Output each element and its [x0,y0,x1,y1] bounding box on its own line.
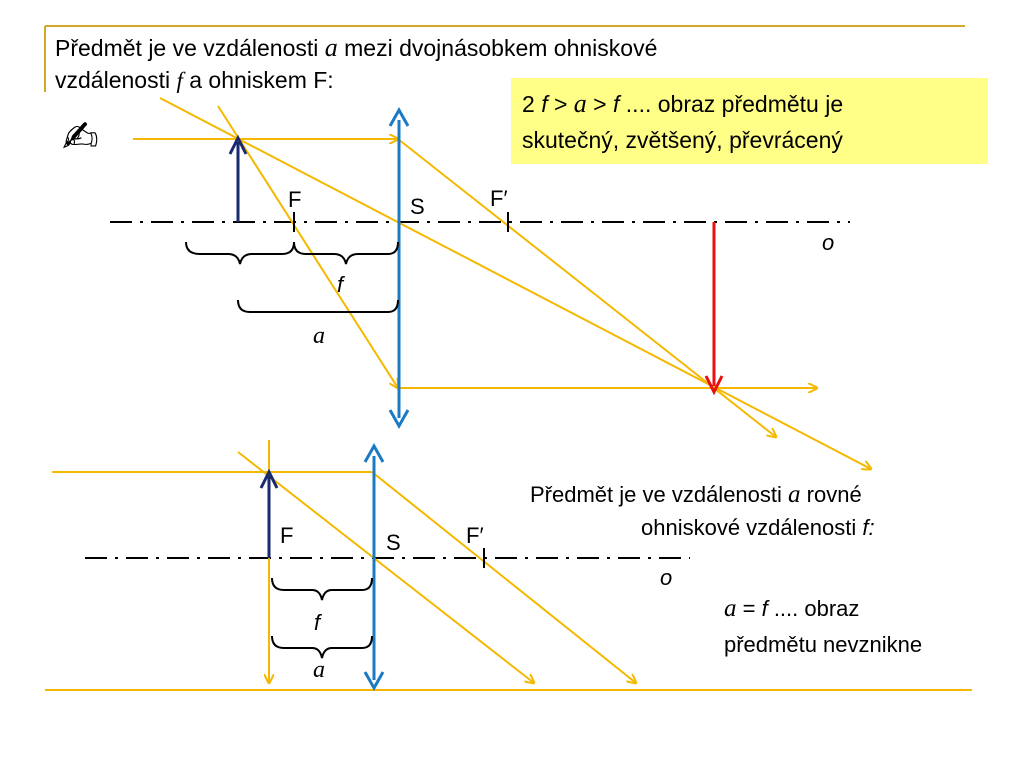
heading-line-1: Předmět je ve vzdálenosti a mezi dvojnásobkem ohniskové [55,33,658,62]
rays-2 [52,440,636,683]
label-f-2: f [314,610,321,635]
label-F-2: F [280,523,294,548]
label-o-2: o [660,565,673,590]
diagram-2 [52,440,690,688]
label-a-2: a [313,657,325,683]
brace-a-1 [238,300,398,312]
label-f-1: f [337,272,344,297]
case2-line-1: Předmět je ve vzdálenosti a rovné [530,481,862,508]
brace-a-2 [272,636,372,658]
label-a-1: a [313,323,325,349]
label-Fp-2: F′ [466,523,484,548]
writing-hand-icon: ✍ [62,112,99,163]
case2-result-line-2: předmětu nevznikne [724,632,923,657]
case2-result-line-1: a = f .... obraz [724,595,860,622]
brace-2f [186,242,294,264]
case2-line-2: ohniskové vzdálenosti f: [641,515,875,540]
label-S-1: S [410,194,425,219]
label-S-2: S [386,530,401,555]
conclusion-box-line-1: 2 f > a > f .... obraz předmětu je [522,89,844,118]
ray-focal-incident [218,106,398,388]
heading-line-2: vzdálenosti f a ohniskem F: [55,67,334,93]
ray-parallel-refracted [398,139,776,437]
brace-f-2 [272,578,372,600]
label-o-1: o [822,230,835,255]
conclusion-box-line-2: skutečný, zvětšený, převrácený [522,127,843,153]
label-F-1: F [288,187,302,212]
label-Fp-1: F′ [490,186,508,211]
brace-f-1 [294,242,398,264]
